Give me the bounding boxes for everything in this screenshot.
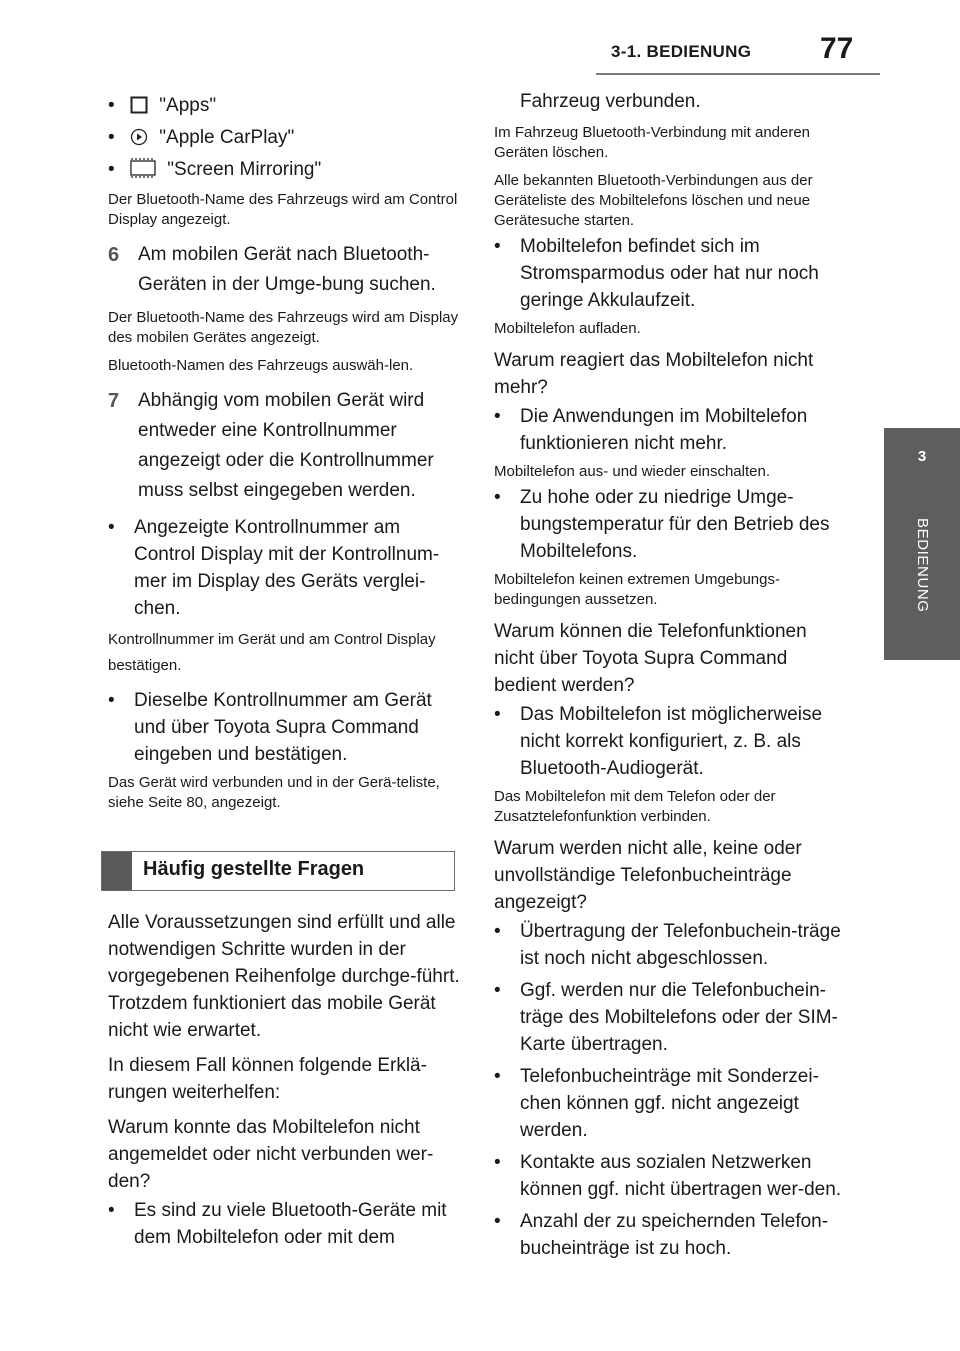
item-text: Angezeigte Kontrollnummer am Control Display mit der Kontrollnum-mer im Display des Geräts verglei-chen. bbox=[134, 517, 440, 619]
bullet: • bbox=[108, 127, 115, 148]
header-rule bbox=[596, 73, 880, 75]
step-number: 6 bbox=[108, 244, 120, 266]
item-label: "Apple CarPlay" bbox=[159, 127, 295, 148]
item-text: Zu hohe oder zu niedrige Umge-bungstemperatur für den Betrieb des Mobiltelefons. bbox=[520, 487, 830, 562]
paragraph: In diesem Fall können folgende Erklä-rungen weiterhelfen: bbox=[108, 1055, 427, 1103]
item-text: Es sind zu viele Bluetooth-Geräte mit dem Mobiltelefon oder mit dem bbox=[134, 1200, 447, 1248]
item-text: Die Anwendungen im Mobiltelefon funktionieren nicht mehr. bbox=[520, 406, 808, 454]
note: Im Fahrzeug Bluetooth-Verbindung mit anderen Geräten löschen. bbox=[494, 124, 811, 161]
chapter-number: 3 bbox=[917, 448, 927, 465]
bullet: • bbox=[494, 1066, 501, 1087]
step-7 bbox=[108, 386, 460, 506]
item-text: Das Mobiltelefon ist möglicherweise nicht korrekt konfiguriert, z. B. als Bluetooth-Audiogerät. bbox=[520, 704, 823, 779]
screen-mirror-icon bbox=[130, 158, 156, 186]
question: Warum werden nicht alle, keine oder unvollständige Telefonbucheinträge angezeigt? bbox=[494, 838, 802, 913]
note: Der Bluetooth-Name des Fahrzeugs wird am Control Display angezeigt. bbox=[108, 191, 458, 228]
note: Der Bluetooth-Name des Fahrzeugs wird am Display des mobilen Gerätes angezeigt. bbox=[108, 309, 459, 346]
bullet: • bbox=[494, 487, 501, 508]
note: Bluetooth-Namen des Fahrzeugs auswäh-len. bbox=[108, 357, 414, 374]
bullet: • bbox=[108, 159, 115, 180]
bullet: • bbox=[494, 704, 501, 725]
step-6 bbox=[108, 240, 460, 300]
step-text: Abhängig vom mobilen Gerät wird entweder eine Kontrollnummer angezeigt oder die Kontrollnummer muss selbst eingegeben werden. bbox=[138, 390, 434, 501]
left-column bbox=[108, 92, 460, 1256]
list-item bbox=[108, 687, 460, 768]
item-text: Übertragung der Telefonbuchein-träge ist noch nicht abgeschlossen. bbox=[520, 921, 841, 969]
bullet: • bbox=[494, 1211, 501, 1232]
play-circle-icon bbox=[130, 127, 148, 154]
question: Warum können die Telefonfunktionen nicht über Toyota Supra Command bedient werden? bbox=[494, 621, 807, 696]
bullet: • bbox=[108, 690, 115, 711]
bullet: • bbox=[108, 95, 115, 116]
continued-text: Fahrzeug verbunden. bbox=[520, 91, 701, 112]
list-item bbox=[494, 977, 846, 1058]
item-label: "Apps" bbox=[159, 95, 217, 116]
list-item bbox=[494, 1063, 846, 1144]
note: Mobiltelefon keinen extremen Umgebungs-bedingungen aussetzen. bbox=[494, 571, 780, 608]
list-item bbox=[494, 403, 846, 457]
item-text: Anzahl der zu speichernden Telefon-bucheinträge ist zu hoch. bbox=[520, 1211, 829, 1259]
list-item bbox=[494, 484, 846, 565]
step-text: Am mobilen Gerät nach Bluetooth-Geräten in der Umge-bung suchen. bbox=[138, 244, 436, 295]
bullet: • bbox=[494, 980, 501, 1001]
faq-heading: Häufig gestellte Fragen bbox=[143, 858, 365, 880]
step-number: 7 bbox=[108, 390, 120, 412]
chapter-tab bbox=[884, 428, 960, 660]
note: Kontrollnummer im Gerät und am Control Display bestätigen. bbox=[108, 631, 436, 674]
paragraph: Alle Voraussetzungen sind erfüllt und alle notwendigen Schritte wurden in der vorgegebenen Reihenfolge durchge-führt. Trotzdem funktioniert das mobile Gerät nicht wie erwartet. bbox=[108, 912, 460, 1041]
page-number: 77 bbox=[820, 32, 854, 65]
item-label: "Screen Mirroring" bbox=[167, 159, 322, 180]
list-item bbox=[494, 1149, 846, 1203]
chapter-title: BEDIENUNG bbox=[914, 518, 931, 613]
bullet: • bbox=[108, 517, 115, 538]
bullet: • bbox=[494, 236, 501, 257]
note: Das Gerät wird verbunden und in der Gerä-teliste, siehe Seite 80, angezeigt. bbox=[108, 774, 440, 811]
list-item bbox=[494, 1208, 846, 1262]
list-item-apps bbox=[108, 92, 460, 122]
bullet: • bbox=[494, 1152, 501, 1173]
bullet: • bbox=[494, 406, 501, 427]
list-item bbox=[494, 233, 846, 314]
item-text: Ggf. werden nur die Telefonbuchein-träge des Mobiltelefons oder der SIM-Karte übertragen. bbox=[520, 980, 838, 1055]
section-label: 3-1. BEDIENUNG bbox=[611, 42, 752, 61]
question: Warum konnte das Mobiltelefon nicht angemeldet oder nicht verbunden wer-den? bbox=[108, 1117, 434, 1192]
note: Alle bekannten Bluetooth-Verbindungen aus der Geräteliste des Mobiltelefons löschen und neue Gerätesuche starten. bbox=[494, 172, 813, 229]
note: Mobiltelefon aufladen. bbox=[494, 320, 641, 337]
list-item bbox=[494, 701, 846, 782]
list-item bbox=[108, 514, 460, 622]
note: Das Mobiltelefon mit dem Telefon oder der Zusatztelefonfunktion verbinden. bbox=[494, 788, 776, 825]
note: Mobiltelefon aus- und wieder einschalten. bbox=[494, 463, 770, 480]
item-text: Kontakte aus sozialen Netzwerken können ggf. nicht übertragen wer-den. bbox=[520, 1152, 842, 1200]
question: Warum reagiert das Mobiltelefon nicht mehr? bbox=[494, 350, 814, 398]
list-item-carplay bbox=[108, 124, 460, 154]
item-text: Dieselbe Kontrollnummer am Gerät und über Toyota Supra Command eingeben und bestätigen. bbox=[134, 690, 432, 765]
bullet: • bbox=[108, 1200, 115, 1221]
item-text: Mobiltelefon befindet sich im Stromsparmodus oder hat nur noch geringe Akkulaufzeit. bbox=[520, 236, 819, 311]
faq-heading-bar bbox=[102, 852, 132, 890]
faq-heading-box bbox=[101, 851, 455, 891]
square-app-icon bbox=[130, 95, 148, 122]
list-item bbox=[108, 1197, 460, 1251]
bullet: • bbox=[494, 921, 501, 942]
right-column bbox=[494, 88, 846, 1267]
list-item bbox=[494, 918, 846, 972]
list-item-mirroring bbox=[108, 156, 460, 186]
item-text: Telefonbucheinträge mit Sonderzei-chen können ggf. nicht angezeigt werden. bbox=[520, 1066, 819, 1141]
